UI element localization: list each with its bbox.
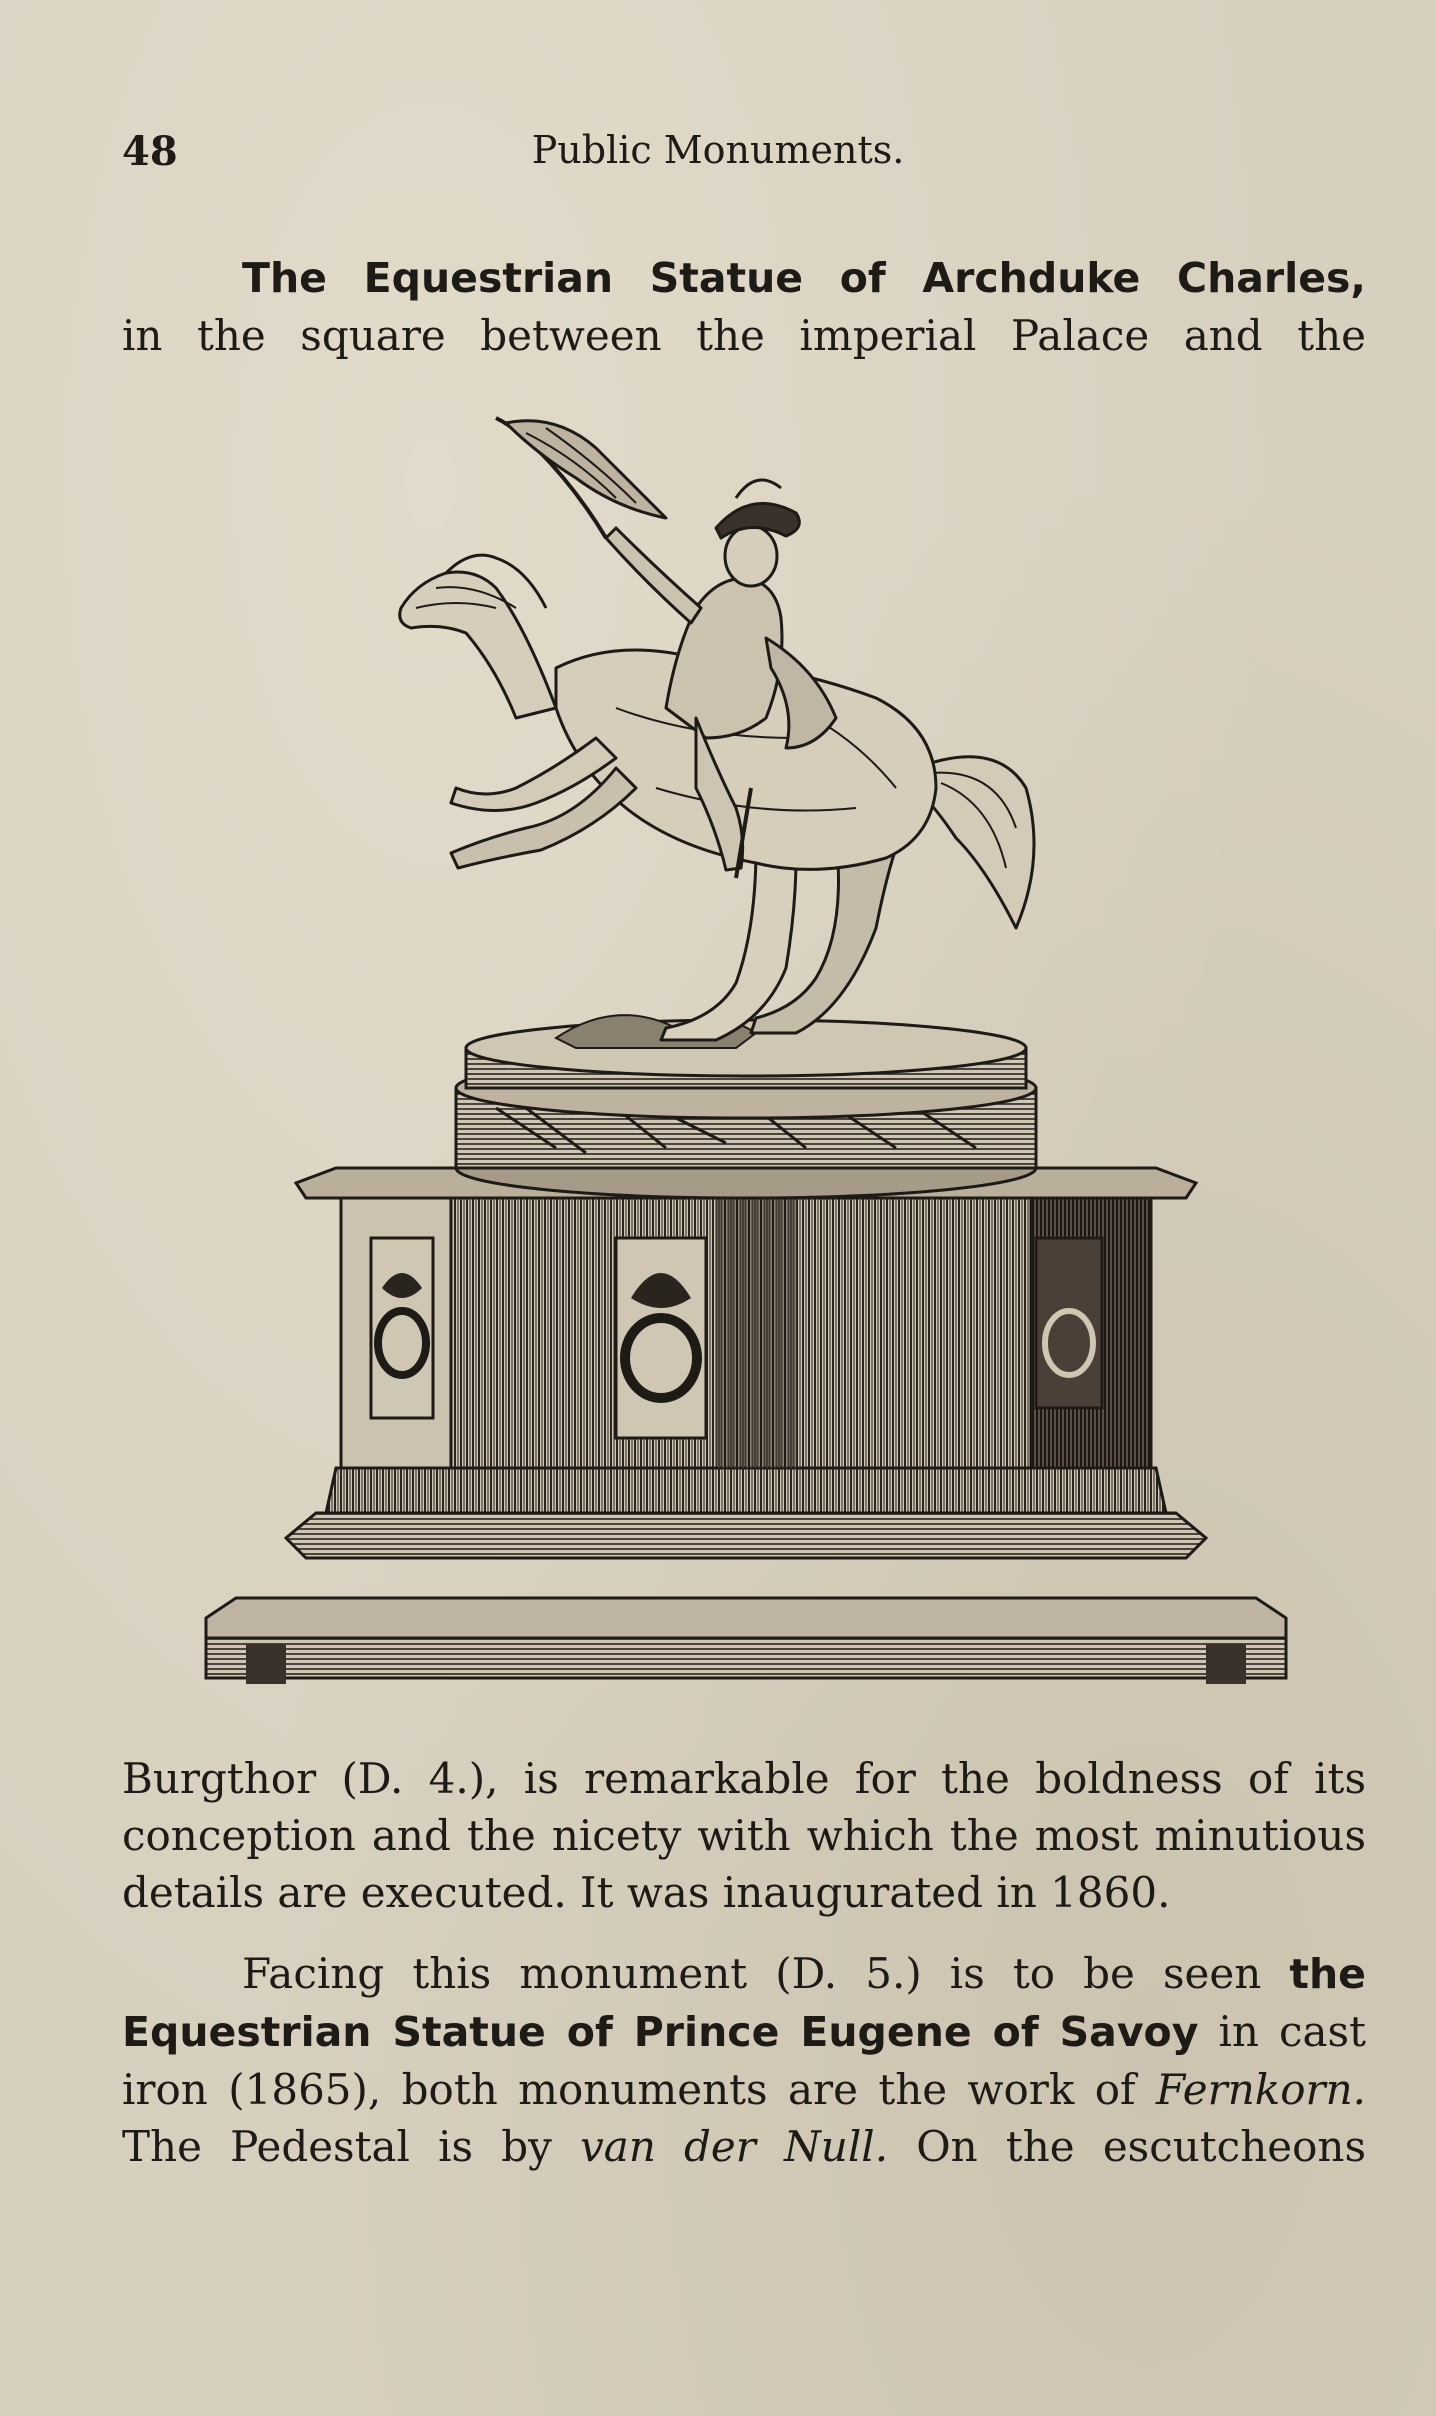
text-run: The Pedestal is by bbox=[122, 2122, 581, 2171]
running-head: Public Monuments. bbox=[531, 128, 905, 172]
bold-run: the bbox=[1289, 1950, 1366, 1998]
horse-and-rider bbox=[400, 418, 1034, 1040]
sculptor-name: Fernkorn. bbox=[1155, 2065, 1366, 2114]
pedestal-drum bbox=[456, 1015, 1036, 1198]
escutcheon-center bbox=[616, 1238, 706, 1438]
pedestal-body bbox=[296, 1168, 1196, 1468]
page-header bbox=[122, 128, 1314, 178]
text-line bbox=[122, 2118, 1366, 2175]
page-number: 48 bbox=[122, 128, 178, 175]
pedestal-steps bbox=[286, 1468, 1206, 1558]
architect-name: van der Null. bbox=[580, 2122, 889, 2171]
text-line: details are executed. It was inaugurated in 1860. bbox=[122, 1868, 1171, 1917]
statue-title: The Equestrian Statue of Archduke Charles, bbox=[242, 254, 1366, 302]
escutcheon-right bbox=[1036, 1238, 1102, 1408]
paragraph-prince-eugene bbox=[122, 1945, 1366, 2175]
statue-engraving bbox=[196, 408, 1296, 1718]
intro-line: in the square between the imperial Palace and the bbox=[122, 311, 1366, 360]
escutcheon-left bbox=[371, 1238, 433, 1418]
text-line bbox=[122, 1945, 1366, 2003]
paragraph-continuation bbox=[122, 1750, 1366, 1921]
text-run: On the escutcheons bbox=[888, 2122, 1367, 2171]
text-run: in cast bbox=[1198, 2007, 1366, 2056]
text-run: iron (1865), both monuments are the work of bbox=[122, 2065, 1156, 2114]
text-line bbox=[122, 2061, 1366, 2118]
text-line bbox=[122, 2003, 1366, 2061]
text-line: Burgthor (D. 4.), is remarkable for the boldness of its bbox=[122, 1754, 1366, 1803]
text-run: Facing this monument (D. 5.) is to be seen bbox=[242, 1949, 1290, 1998]
text-line: conception and the nicety with which the most minutious bbox=[122, 1811, 1366, 1860]
statue-base-platform bbox=[206, 1598, 1286, 1684]
statue-title-eugene: Equestrian Statue of Prince Eugene of Savoy bbox=[122, 2008, 1199, 2056]
paragraph-intro bbox=[122, 250, 1366, 364]
